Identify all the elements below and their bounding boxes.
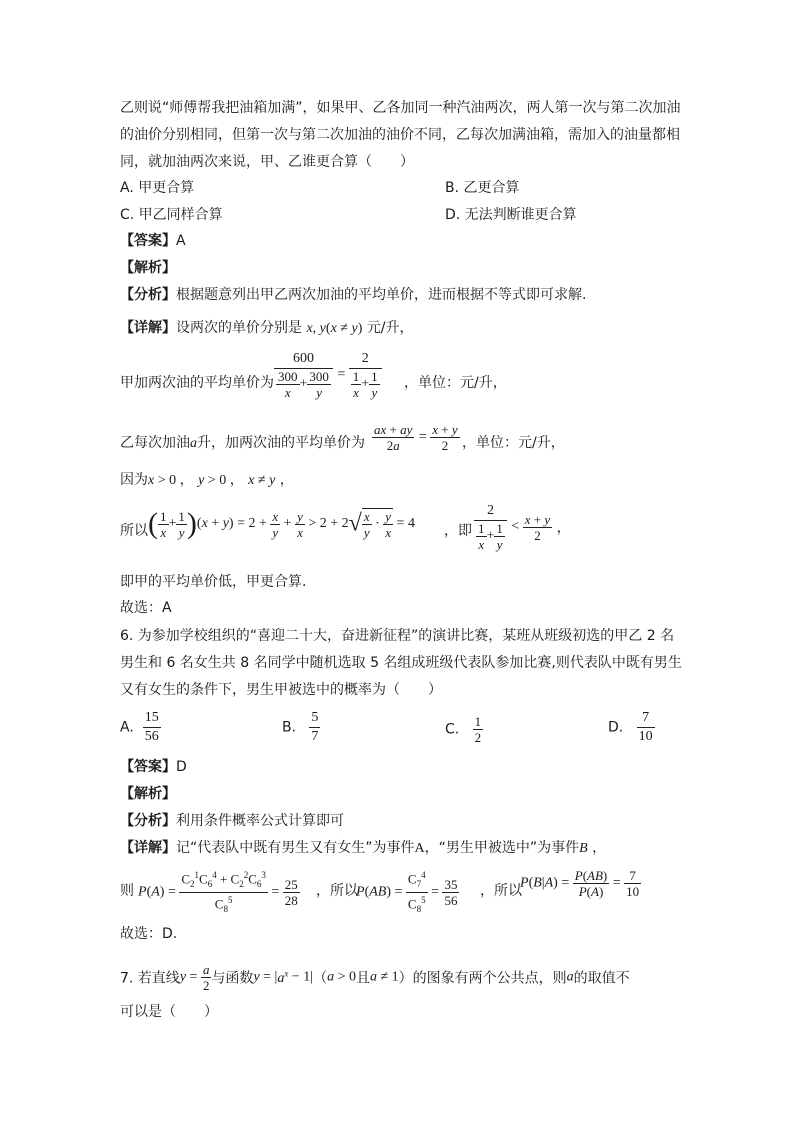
q5-fenxi: 【分析】根据题意列出甲乙两次加油的平均单价，进而根据不等式即可求解.	[120, 287, 587, 303]
q5-jiexi-heading: 【解析】	[120, 260, 176, 276]
q6-suoyi-1: ，所以	[316, 883, 358, 899]
q6-fenxi: 【分析】利用条件概率公式计算即可	[120, 813, 344, 829]
q5-stem-line-2: 的油价分别相同，但第一次与第二次加油的油价不同，乙每次加满油箱，需加入的油量都相	[120, 127, 680, 143]
q6-answer: 【答案】D	[120, 759, 187, 775]
q5-yinwei: 因为x > 0 ， y > 0 ， x ≠ y ，	[120, 472, 294, 488]
q6-ze-label: 则	[120, 883, 134, 899]
q6-jiexi-heading: 【解析】	[120, 786, 176, 802]
q6-pab-formula: P(AB) = $\frac{C_7^4}{C_8^5}$ = $\frac{35}{56}$	[356, 868, 459, 917]
q6-guxuan: 故选：D.	[120, 926, 178, 942]
q5-suoyi-label: 所以	[120, 523, 148, 539]
q6-pba-formula: P(B|A) = $\frac{P(AB)}{P(A)}$ = $\frac{7}{10}$	[520, 868, 640, 899]
q5-ji-formula: 2 $\frac{1}{x}$ + $\frac{1}{y}$ < $\frac{x + y}{2}$ ，	[474, 502, 571, 552]
q5-inequality: ( $\frac{1}{x}$ + $\frac{1}{y}$ )(x + y) = 2 + $\frac{x}{y}$ + $\frac{y}{x}$ > 2 + 2√ $\frac{x}{y}$ · $\frac{y}{x}$ = 4	[148, 507, 415, 540]
q7-stem-line-2: 可以是（ ）	[120, 1004, 218, 1020]
q5-jia-unit: ，单位：元/升，	[404, 375, 507, 391]
q5-jia-formula: 600 $\frac{300}{x}$ + $\frac{300}{y}$ = 2 $\frac{1}{x}$ + $\frac{1}{y}$	[274, 350, 382, 400]
q6-xiangjie: 【详解】记“代表队中既有男生又有女生”为事件A，“男生甲被选中”为事件B ，	[120, 840, 607, 856]
q6-option-d: D. $\frac{7}{10}$	[608, 710, 653, 744]
q5-yi-line: 乙每次加油a升，加两次油的平均单价为	[120, 435, 365, 451]
q5-option-c: C. 甲乙同样合算	[120, 207, 223, 223]
q7-stem-line-1: 7. 若直线y = $\frac{a}{2}$ 与函数$y = |a^x - 1|(a > 0$且a ≠ 1）的图象有两个公共点，则a的取值不	[120, 962, 630, 993]
q5-xiangjie: 【详解】设两次的单价分别是 x, y(x ≠ y) 元/升，	[120, 320, 414, 336]
q6-stem-line-1: 6. 为参加学校组织的“喜迎二十大，奋进新征程”的演讲比赛，某班从班级初选的甲乙 2 名	[120, 628, 675, 644]
q6-stem-line-2: 男生和 6 名女生共 8 名同学中随机选取 5 名组成班级代表队参加比赛,则代表队中既有男生	[120, 655, 682, 671]
q5-conclusion: 即甲的平均单价低，甲更合算.	[120, 574, 307, 590]
q5-option-b: B. 乙更合算	[445, 180, 520, 196]
q5-jia-line: 甲加两次油的平均单价为	[120, 375, 274, 391]
q6-option-b: B. $\frac{5}{7}$	[282, 710, 319, 744]
q5-yi-unit: ，单位：元/升，	[462, 435, 565, 451]
q5-yi-formula: $\frac{ax + ay}{2a}$ = $\frac{x + y}{2}$	[374, 422, 458, 453]
q5-ji-label: ，即	[444, 523, 472, 539]
q6-option-a: A. $\frac{15}{56}$	[120, 710, 159, 744]
q5-stem-line-1: 乙则说“师傅帮我把油箱加满”，如果甲、乙各加同一种汽油两次，两人第一次与第二次加油	[120, 100, 681, 116]
q6-suoyi-2: ，所以	[480, 883, 522, 899]
q5-stem-line-3: 同，就加油两次来说，甲、乙谁更合算（ ）	[120, 154, 414, 170]
q5-option-a: A. 甲更合算	[120, 180, 195, 196]
q6-stem-line-3: 又有女生的条件下，男生甲被选中的概率为（ ）	[120, 682, 442, 698]
q5-guxuan: 故选：A	[120, 600, 172, 616]
q5-answer: 【答案】A	[120, 233, 186, 249]
q6-option-c: C. $\frac{1}{2}$	[445, 714, 482, 745]
q5-option-d: D. 无法判断谁更合算	[445, 207, 577, 223]
q6-pa-formula: P(A) = $\frac{C_2^1C_6^4 + C_2^2C_6^3}{C_8^5}$ = $\frac{25}{28}$	[138, 868, 300, 917]
